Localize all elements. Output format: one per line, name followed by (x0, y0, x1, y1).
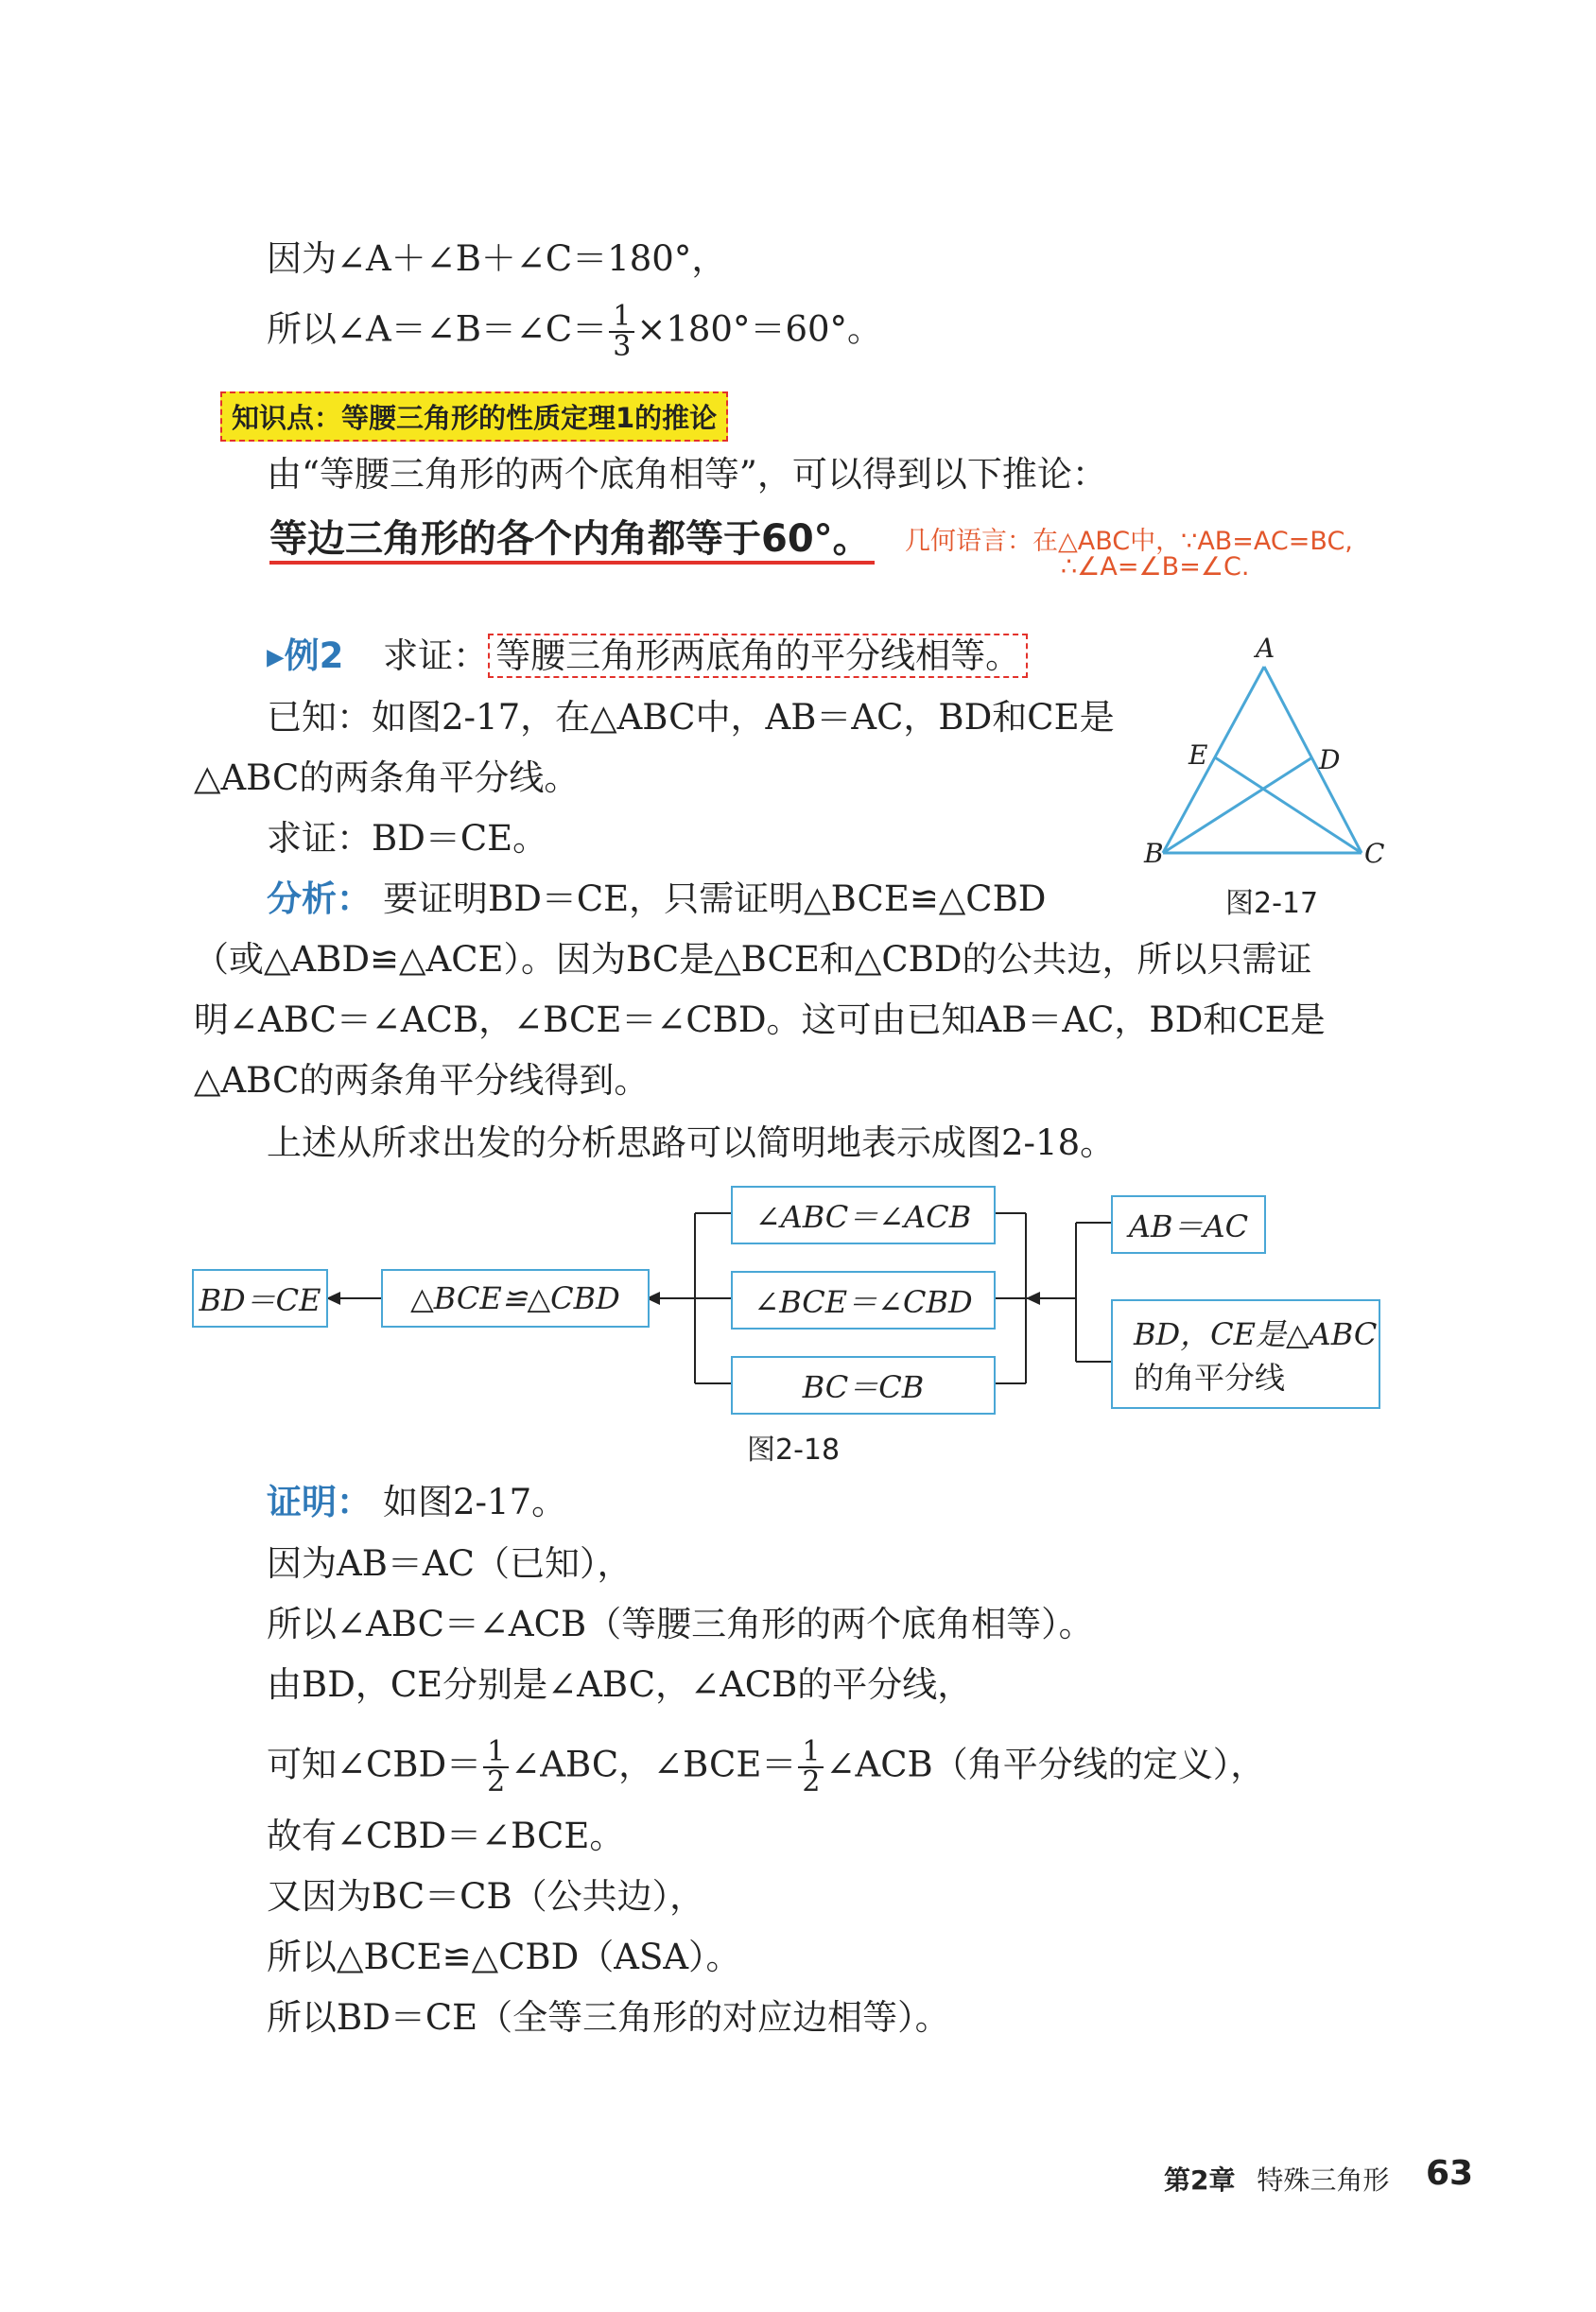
figure-2-18-caption: 图2-18 (747, 1434, 841, 1467)
fraction-one-third: $\frac{1}{3}$ (609, 303, 634, 361)
line-angle-equal-b: ×180°＝60°。 (636, 308, 883, 350)
analysis-line2: （或△ABD≌△ACE）。因为BC是△BCE和△CBD的公共边，所以只需证 (194, 939, 1312, 980)
figure-2-17-caption: 图2-17 (1225, 887, 1319, 920)
example-qz: 求证： (383, 635, 489, 676)
proof-label: 证明： (267, 1482, 372, 1522)
line-angle-sum: 因为∠A＋∠B＋∠C＝180°， (267, 238, 727, 279)
example-label: ▸例2 (267, 635, 344, 676)
knowledge-point-tag: 知识点：等腰三角形的性质定理1的推论 (220, 391, 728, 442)
proof-line2: 因为AB＝AC（已知）， (267, 1543, 633, 1584)
flow-box-bisectors (1111, 1299, 1380, 1409)
label-a: A (1256, 634, 1275, 664)
proof-heading: 证明： 如图2-17。 (267, 1482, 567, 1522)
chapter-title: 特殊三角形 (1257, 2164, 1390, 2196)
chapter-number: 第2章 (1164, 2164, 1236, 2196)
proof-line6: 故有∠CBD＝∠BCE。 (267, 1816, 625, 1856)
flow-box-bd-ce: BD＝CE (192, 1269, 328, 1328)
proof-line7: 又因为BC＝CB（公共边）， (267, 1876, 705, 1917)
arrowhead-right (1026, 1292, 1040, 1305)
given-line1: 已知：如图2-17，在△ABC中，AB＝AC，BD和CE是 (267, 697, 1115, 738)
fraction-one-half-a: $\frac{1}{2}$ (483, 1738, 509, 1797)
analysis-line1: 分析： 要证明BD＝CE，只需证明△BCE≌△CBD (267, 878, 1047, 919)
label-b: B (1144, 838, 1164, 869)
proof-line8: 所以△BCE≌△CBD（ASA）。 (267, 1937, 741, 1977)
chapter-footer (1164, 2160, 1389, 2198)
analysis-label: 分析： (267, 878, 372, 919)
flow-box-bc-cb: BC＝CB (731, 1356, 996, 1415)
flow-box-congruent: △BCE≌△CBD (381, 1269, 650, 1328)
proof-line5: 可知∠CBD＝ $\frac{1}{2}$ ∠ABC，∠BCE＝ $\frac{1}{2}$ ∠ACB（角平分线的定义）， (267, 1735, 1266, 1799)
arrowhead-left (326, 1292, 340, 1305)
given-line2: △ABC的两条角平分线。 (194, 757, 580, 798)
analysis-line3: 明∠ABC＝∠ACB，∠BCE＝∠CBD。这可由已知AB＝AC，BD和CE是 (194, 1000, 1326, 1040)
line-angle-equal-a: 所以∠A＝∠B＝∠C＝ (267, 308, 608, 350)
line-corollary-intro: 由“等腰三角形的两个底角相等”，可以得到以下推论： (267, 454, 1107, 495)
flow-box-angle-abc-acb: ∠ABC＝∠ACB (731, 1186, 996, 1244)
flow-box-ab-ac: AB＝AC (1111, 1195, 1266, 1254)
fraction-one-half-b: $\frac{1}{2}$ (798, 1738, 824, 1797)
proof-line9: 所以BD＝CE（全等三角形的对应边相等）。 (267, 1997, 950, 2038)
geometry-note-line2: ∴∠A=∠B=∠C. (1061, 552, 1250, 582)
proof-line4: 由BD，CE分别是∠ABC，∠ACB的平分线， (267, 1664, 973, 1705)
theorem-text: 等边三角形的各个内角都等于60°。 (269, 517, 871, 561)
prove-line: 求证：BD＝CE。 (267, 818, 548, 859)
label-c: C (1364, 838, 1385, 869)
flow-box-bisectors-line1: BD，CE是△ABC (1134, 1316, 1378, 1352)
flow-intro-line: 上述从所求出发的分析思路可以简明地表示成图2-18。 (267, 1122, 1116, 1163)
proof-line3: 所以∠ABC＝∠ACB（等腰三角形的两个底角相等）。 (267, 1604, 1094, 1644)
flow-box-bisectors-line2: 的角平分线 (1134, 1360, 1286, 1396)
label-e: E (1188, 739, 1208, 771)
page-number: 63 (1426, 2154, 1474, 2193)
analysis-line4: △ABC的两条角平分线得到。 (194, 1060, 650, 1101)
example-statement: 等腰三角形两底角的平分线相等。 (488, 634, 1028, 678)
flow-box-angle-bce-cbd: ∠BCE＝∠CBD (731, 1271, 996, 1330)
geometry-note-line1: 几何语言：在△ABC中，∵AB=AC=BC, (905, 527, 1353, 556)
label-d: D (1319, 744, 1341, 775)
